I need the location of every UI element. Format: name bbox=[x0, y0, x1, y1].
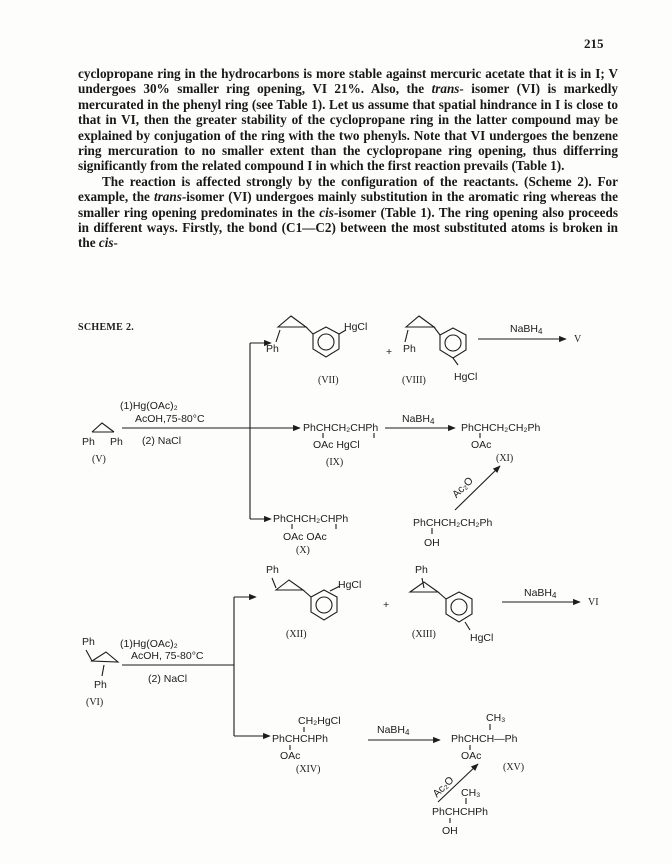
svg-text:PhCHCH₂CHPh: PhCHCH₂CHPh bbox=[303, 422, 379, 434]
compound-label-xiv: (XIV) bbox=[296, 764, 321, 775]
svg-text:CH₃: CH₃ bbox=[486, 712, 506, 724]
svg-text:AcOH, 75-80°C: AcOH, 75-80°C bbox=[131, 650, 204, 662]
compound-viii-structure bbox=[402, 316, 477, 386]
nabh4-middle bbox=[385, 413, 455, 428]
paragraph-run: trans bbox=[154, 189, 182, 205]
compound-label-x: (X) bbox=[296, 545, 310, 556]
svg-text:NaBH4: NaBH4 bbox=[377, 724, 410, 737]
svg-text:OAc: OAc bbox=[280, 750, 301, 762]
paragraph-run: cis- bbox=[98, 235, 118, 251]
svg-text:OAc: OAc bbox=[461, 750, 482, 762]
svg-text:OH: OH bbox=[442, 825, 458, 837]
compound-label-xi: (XI) bbox=[496, 453, 514, 464]
svg-text:HgCl: HgCl bbox=[338, 579, 362, 591]
svg-text:Ph: Ph bbox=[403, 343, 416, 355]
svg-text:HgCl: HgCl bbox=[454, 371, 478, 383]
svg-text:Ph: Ph bbox=[110, 436, 123, 448]
compound-ix-formula bbox=[303, 422, 378, 468]
paragraph-run: -isomer (Table 1). The ring opening also proceeds in different ways. Firstly, the bond (C1—C2) between the most substituted atoms is broken in the bbox=[78, 204, 619, 251]
compound-vii-structure bbox=[266, 316, 367, 386]
svg-text:V: V bbox=[574, 334, 582, 345]
compound-xv-formula bbox=[451, 712, 524, 773]
compound-vi-structure bbox=[82, 636, 118, 708]
paragraph-run: cyclopropane ring in the hydrocarbons is more stable against mercuric acetate that it is in I; V undergoes 30% smaller ring opening, VI 21%. Also, the bbox=[78, 66, 618, 97]
paragraph-run: The reaction is affected strongly by the configuration of the reactants. (Scheme 2). For example, the bbox=[78, 173, 618, 205]
svg-text:PhCHCH₂CHPh: PhCHCH₂CHPh bbox=[273, 513, 349, 525]
svg-text:Ac₂O: Ac₂O bbox=[430, 774, 457, 801]
compound-label-xiii: (XIII) bbox=[412, 629, 436, 640]
plus-sign-top: + bbox=[386, 346, 393, 358]
svg-text:HgCl: HgCl bbox=[344, 321, 368, 333]
nabh4-to-vi bbox=[502, 587, 599, 608]
alcohol-formula-top bbox=[413, 517, 492, 549]
nabh4-to-v-top bbox=[478, 323, 582, 345]
svg-text:AcOH,75-80°C: AcOH,75-80°C bbox=[135, 413, 205, 425]
svg-text:Ph: Ph bbox=[82, 436, 95, 448]
compound-label-vii: (VII) bbox=[318, 375, 339, 386]
paragraph-run: isomer (VI) is markedly mercurated in the phenyl ring (see Table 1). Let us assume that spatial hindrance in I is close to that in VI, then the greater stability of the cyclopropane ring in the latter compound may be explained by conjugation of the ring with the two phenyls. Note that VI undergoes the benzene ring mercuration to no smaller extent than the cyclopropane ring opening, thus differring significantly from the related compound I in which the first reaction prevails (Table 1). bbox=[78, 81, 618, 174]
svg-text:NaBH4: NaBH4 bbox=[524, 587, 557, 600]
svg-text:OAc: OAc bbox=[471, 439, 492, 451]
svg-text:(1)Hg(OAc)₂: (1)Hg(OAc)₂ bbox=[120, 400, 178, 412]
svg-text:OAc HgCl: OAc HgCl bbox=[313, 439, 360, 451]
svg-text:OAc OAc: OAc OAc bbox=[283, 531, 327, 543]
svg-text:OH: OH bbox=[424, 537, 440, 549]
svg-text:Ph: Ph bbox=[266, 564, 279, 576]
compound-xi-formula bbox=[461, 422, 540, 464]
compound-label-xii: (XII) bbox=[286, 629, 307, 640]
compound-xiii-structure bbox=[410, 564, 493, 644]
compound-label-viii: (VIII) bbox=[402, 375, 426, 386]
compound-label-ix: (IX) bbox=[326, 457, 344, 468]
svg-text:NaBH4: NaBH4 bbox=[510, 323, 543, 336]
svg-text:HgCl: HgCl bbox=[470, 632, 494, 644]
compound-label-vi: (VI) bbox=[86, 697, 104, 708]
svg-text:Ph: Ph bbox=[82, 636, 95, 648]
compound-v-structure bbox=[82, 423, 123, 465]
scheme-label: SCHEME 2. bbox=[78, 322, 135, 333]
nabh4-bottom bbox=[368, 724, 440, 740]
svg-text:Ph: Ph bbox=[266, 343, 279, 355]
svg-text:PhCHCH—Ph: PhCHCH—Ph bbox=[451, 733, 518, 745]
svg-text:VI: VI bbox=[588, 597, 599, 608]
svg-text:PhCHCHPh: PhCHCHPh bbox=[272, 733, 329, 745]
svg-text:PhCHCH₂CH₂Ph: PhCHCH₂CH₂Ph bbox=[413, 517, 493, 529]
svg-text:PhCHCH₂CH₂Ph: PhCHCH₂CH₂Ph bbox=[461, 422, 541, 434]
paragraph-run: -isomer (VI) undergoes mainly substitution in the aromatic ring whereas the smaller ring opening predominates in the bbox=[78, 189, 618, 220]
page-number: 215 bbox=[584, 36, 604, 51]
svg-text:Ph: Ph bbox=[94, 679, 107, 691]
svg-text:Ac₂O: Ac₂O bbox=[449, 474, 476, 501]
compound-x-formula bbox=[273, 513, 348, 556]
paragraph-run: cis bbox=[319, 204, 334, 220]
compound-label-xv: (XV) bbox=[503, 762, 525, 773]
plus-sign-bottom: + bbox=[383, 599, 390, 611]
svg-text:Ph: Ph bbox=[415, 564, 428, 576]
svg-text:CH₃: CH₃ bbox=[461, 787, 481, 799]
compound-label-v: (V) bbox=[92, 454, 106, 465]
svg-text:(2) NaCl: (2) NaCl bbox=[142, 435, 182, 447]
compound-xii-structure bbox=[266, 564, 361, 640]
ac2o-arrow-top bbox=[450, 466, 500, 510]
svg-text:CH₂HgCl: CH₂HgCl bbox=[298, 715, 341, 727]
svg-text:NaBH4: NaBH4 bbox=[402, 413, 435, 426]
svg-text:(2) NaCl: (2) NaCl bbox=[148, 673, 188, 685]
conditions-top bbox=[120, 400, 205, 447]
svg-text:(1)Hg(OAc)₂: (1)Hg(OAc)₂ bbox=[120, 638, 178, 650]
conditions-bottom bbox=[120, 638, 204, 685]
svg-text:PhCHCHPh: PhCHCHPh bbox=[432, 806, 489, 818]
compound-xiv-formula bbox=[272, 715, 341, 775]
paragraph-run: trans- bbox=[431, 81, 464, 97]
